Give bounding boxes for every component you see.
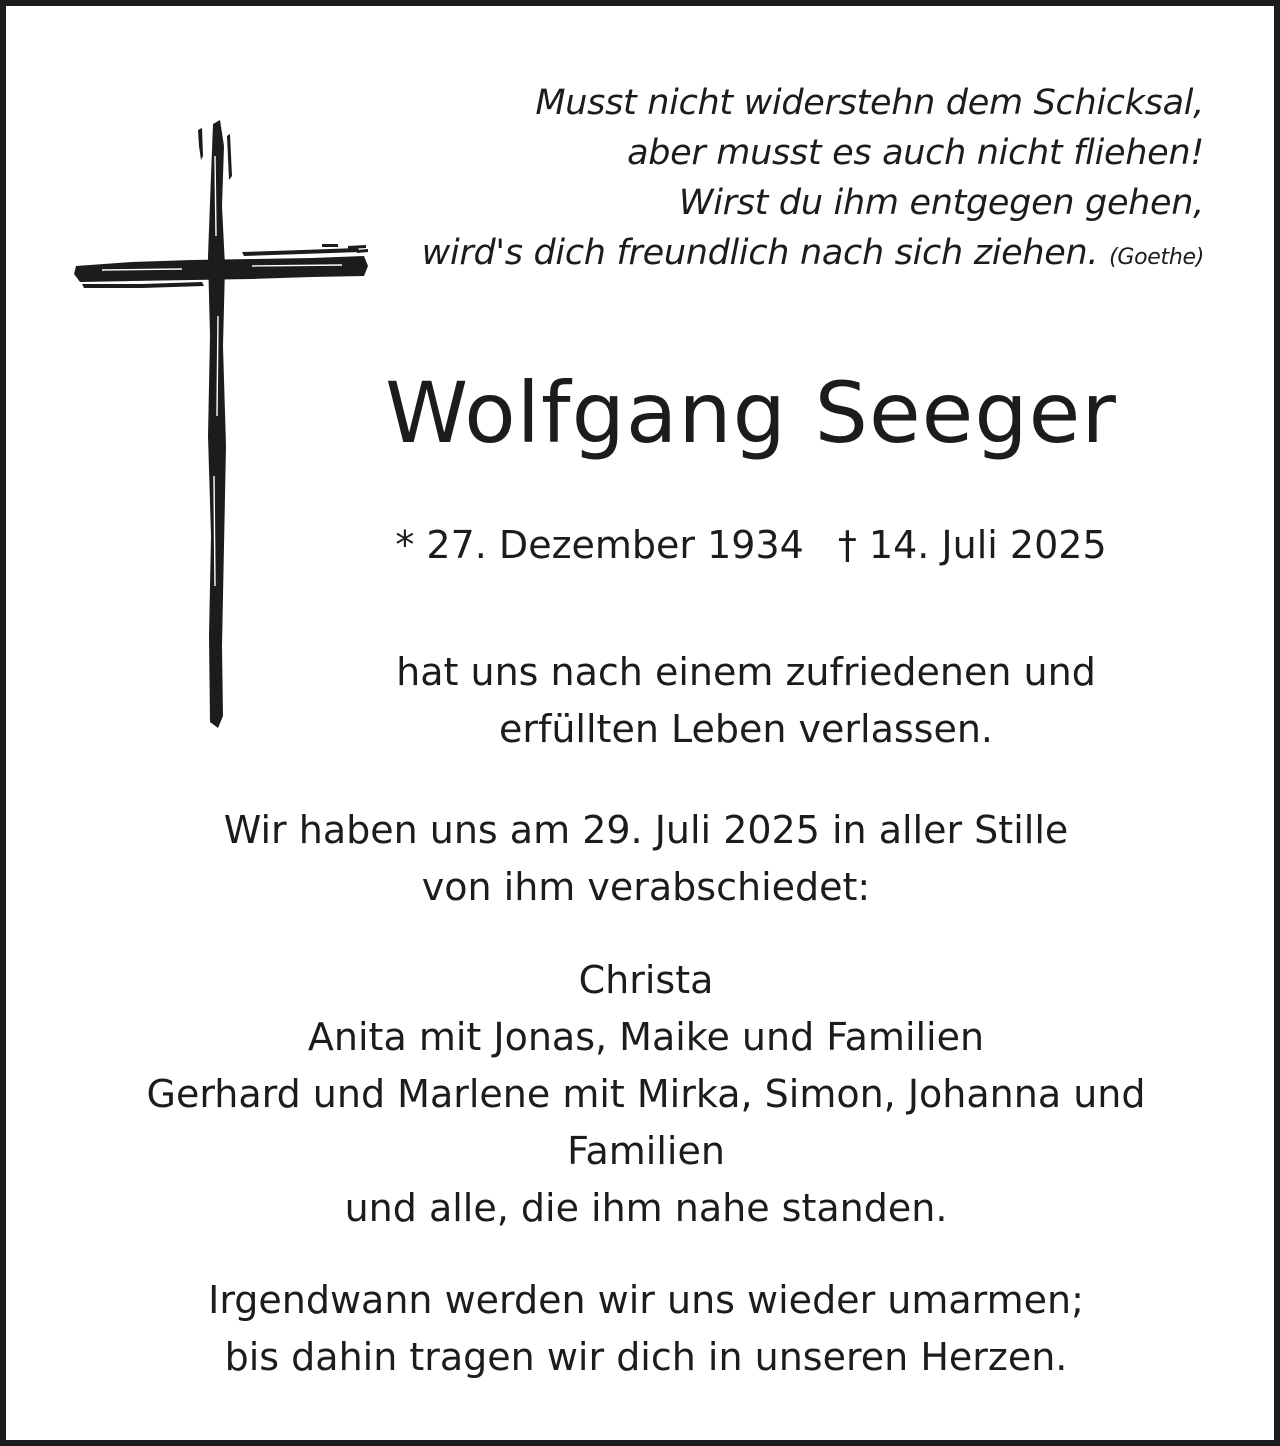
message-line: hat uns nach einem zufriedenen und: [396, 650, 1096, 694]
closing-line: bis dahin tragen wir dich in unseren Herzen.: [224, 1335, 1068, 1379]
quote-author: (Goethe): [1109, 245, 1204, 270]
cross-icon: [72, 116, 372, 736]
mourner-line: Christa: [578, 958, 714, 1002]
mourner-line: und alle, die ihm nahe standen.: [344, 1186, 948, 1230]
farewell-line: Wir haben uns am 29. Juli 2025 in aller Stille: [223, 808, 1069, 852]
mourner-line: Familien: [567, 1129, 725, 1173]
quote-line: aber musst es auch nicht fliehen!: [627, 133, 1204, 173]
deceased-name: Wolfgang Seeger: [385, 364, 1117, 462]
quote-line: Wirst du ihm entgegen gehen,: [678, 183, 1204, 223]
message-block: [346, 644, 1146, 758]
quote-line: Musst nicht widerstehn dem Schicksal,: [535, 83, 1204, 123]
closing-line: Irgendwann werden wir uns wieder umarmen;: [208, 1278, 1084, 1322]
life-dates: [366, 518, 1136, 572]
farewell-line: von ihm verabschiedet:: [421, 865, 871, 909]
quote-line-text: wird's dich freundlich nach sich ziehen.: [421, 233, 1099, 273]
quote-block: [344, 78, 1204, 283]
closing-block: [126, 1272, 1166, 1386]
message-line: erfüllten Leben verlassen.: [498, 707, 994, 751]
birth-date: * 27. Dezember 1934: [395, 523, 804, 567]
mourners-block: [86, 952, 1206, 1237]
farewell-block: [146, 802, 1146, 916]
death-date: 14. Juli 2025: [868, 523, 1107, 567]
mourner-line: Anita mit Jonas, Maike und Familien: [307, 1015, 985, 1059]
death-symbol: †: [837, 523, 857, 567]
quote-line-last: [344, 228, 1204, 283]
mourner-line: Gerhard und Marlene mit Mirka, Simon, Johanna und: [146, 1072, 1146, 1116]
